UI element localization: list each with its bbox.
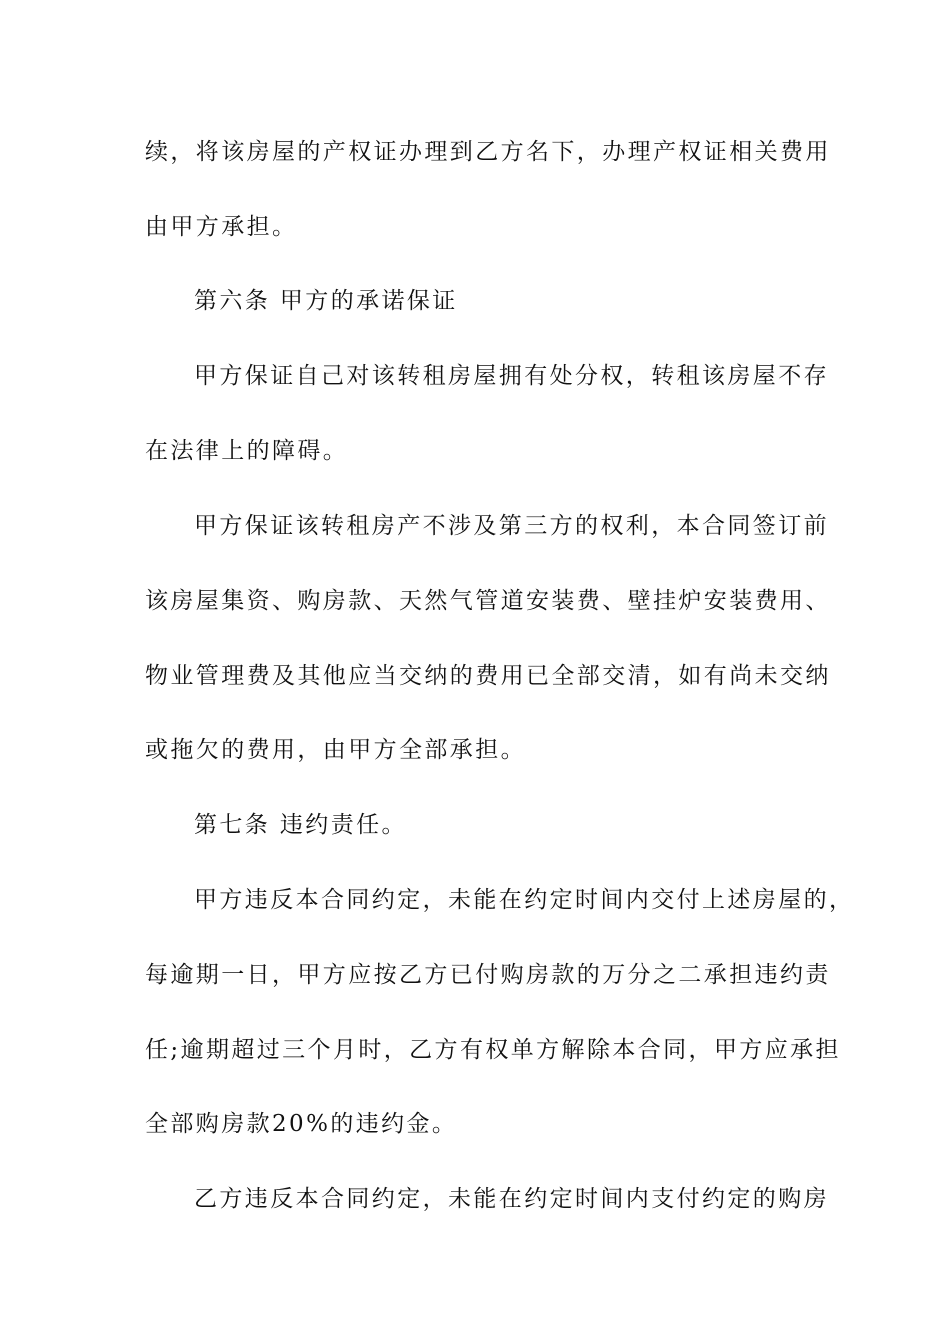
text-line: 每逾期一日，甲方应按乙方已付购房款的万分之二承担违约责: [145, 962, 831, 988]
article-heading: 第六条 甲方的承诺保证: [194, 288, 458, 314]
text-line: 任;逾期超过三个月时，乙方有权单方解除本合同，甲方应承担: [145, 1037, 841, 1063]
text-line: 在法律上的障碍。: [145, 438, 349, 464]
text-line: 乙方违反本合同约定，未能在约定时间内支付约定的购房: [194, 1186, 829, 1212]
article-heading: 第七条 违约责任。: [194, 812, 407, 838]
text-line: 全部购房款20%的违约金。: [145, 1111, 458, 1137]
text-line: 或拖欠的费用，由甲方全部承担。: [145, 737, 526, 763]
text-line: 由甲方承担。: [145, 214, 298, 240]
text-line: 物业管理费及其他应当交纳的费用已全部交清，如有尚未交纳: [145, 663, 831, 689]
text-line: 甲方违反本合同约定，未能在约定时间内交付上述房屋的，: [194, 887, 855, 913]
text-line: 甲方保证自己对该转租房屋拥有处分权，转租该房屋不存: [194, 363, 829, 389]
text-line: 甲方保证该转租房产不涉及第三方的权利，本合同签订前: [194, 513, 829, 539]
text-line: 该房屋集资、购房款、天然气管道安装费、壁挂炉安装费用、: [145, 588, 831, 614]
text-line: 续，将该房屋的产权证办理到乙方名下，办理产权证相关费用: [145, 139, 831, 165]
